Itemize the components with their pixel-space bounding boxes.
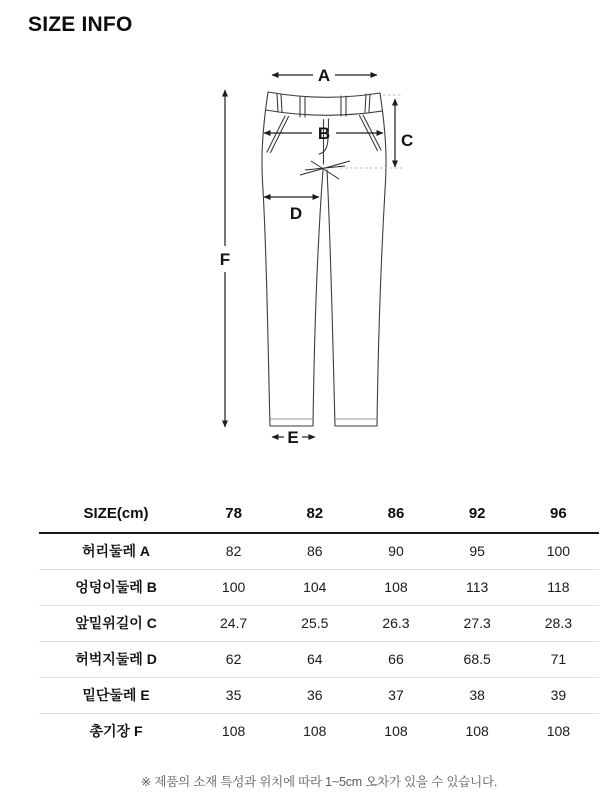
size-col-header: 92	[468, 505, 486, 522]
table-row-total-length	[39, 713, 599, 749]
row-label: 총기장 F	[89, 723, 143, 740]
row-label: 엉덩이둘레 B	[75, 579, 157, 595]
size-value: 27.3	[463, 615, 491, 631]
size-table-header-row	[39, 495, 599, 533]
page-title: SIZE INFO	[28, 13, 133, 36]
size-value: 71	[550, 651, 567, 667]
size-table	[39, 495, 599, 749]
size-value: 35	[225, 687, 242, 703]
size-value: 90	[388, 543, 404, 560]
size-value: 108	[221, 723, 246, 740]
measure-arrow-f	[220, 90, 230, 427]
size-value: 68.5	[463, 651, 491, 667]
table-row-hip	[39, 569, 599, 605]
measure-label-c: C	[401, 131, 414, 150]
measure-label-e: E	[287, 428, 299, 447]
size-value: 24.7	[219, 615, 248, 631]
measure-arrow-e	[272, 428, 315, 447]
size-value: 38	[469, 687, 485, 703]
size-col-header: 96	[550, 505, 567, 522]
size-value: 64	[306, 651, 323, 667]
size-value: 104	[303, 579, 327, 595]
row-label: 허리둘레 A	[81, 543, 151, 560]
size-value: 95	[469, 543, 485, 560]
size-col-header: 82	[306, 505, 324, 522]
table-row-thigh	[39, 641, 599, 677]
size-value: 118	[547, 579, 570, 595]
measure-label-f: F	[219, 250, 231, 269]
table-row-hem	[39, 677, 599, 713]
size-unit-header: SIZE(cm)	[83, 505, 149, 522]
measure-label-d: D	[289, 204, 303, 223]
size-value: 108	[303, 723, 327, 740]
size-value: 100	[546, 543, 571, 560]
measure-label-a: A	[317, 66, 331, 85]
size-value: 108	[546, 723, 571, 740]
table-row-front-rise	[39, 605, 599, 641]
measure-arrow-d	[264, 197, 319, 223]
crotch-mark-icon	[300, 161, 350, 179]
row-label: 앞밑위길이 C	[75, 615, 157, 631]
size-value: 113	[465, 579, 489, 595]
row-label: 밑단둘레 E	[82, 687, 150, 703]
measure-label-b: B	[317, 124, 331, 143]
table-row-waist	[39, 533, 599, 569]
size-value: 86	[306, 543, 323, 560]
size-value: 108	[384, 579, 408, 595]
row-label: 허벅지둘레 D	[75, 651, 157, 667]
size-value: 25.5	[301, 615, 329, 631]
size-value: 108	[384, 723, 408, 740]
measure-arrow-a	[272, 66, 377, 85]
size-value: 26.3	[382, 615, 410, 631]
size-value: 66	[388, 651, 404, 667]
size-value: 39	[550, 687, 567, 703]
size-col-header: 78	[225, 505, 242, 522]
size-value: 37	[388, 687, 404, 703]
size-value: 62	[225, 651, 242, 667]
size-value: 82	[225, 543, 242, 560]
size-value: 36	[306, 687, 323, 703]
size-col-header: 86	[387, 505, 405, 522]
size-value: 108	[465, 723, 489, 740]
size-value: 100	[221, 579, 246, 595]
size-value: 28.3	[544, 615, 572, 631]
measure-arrow-c	[395, 99, 413, 167]
tolerance-footnote: ※ 제품의 소재 특성과 위치에 따라 1~5cm 오차가 있을 수 있습니다.	[140, 775, 498, 789]
